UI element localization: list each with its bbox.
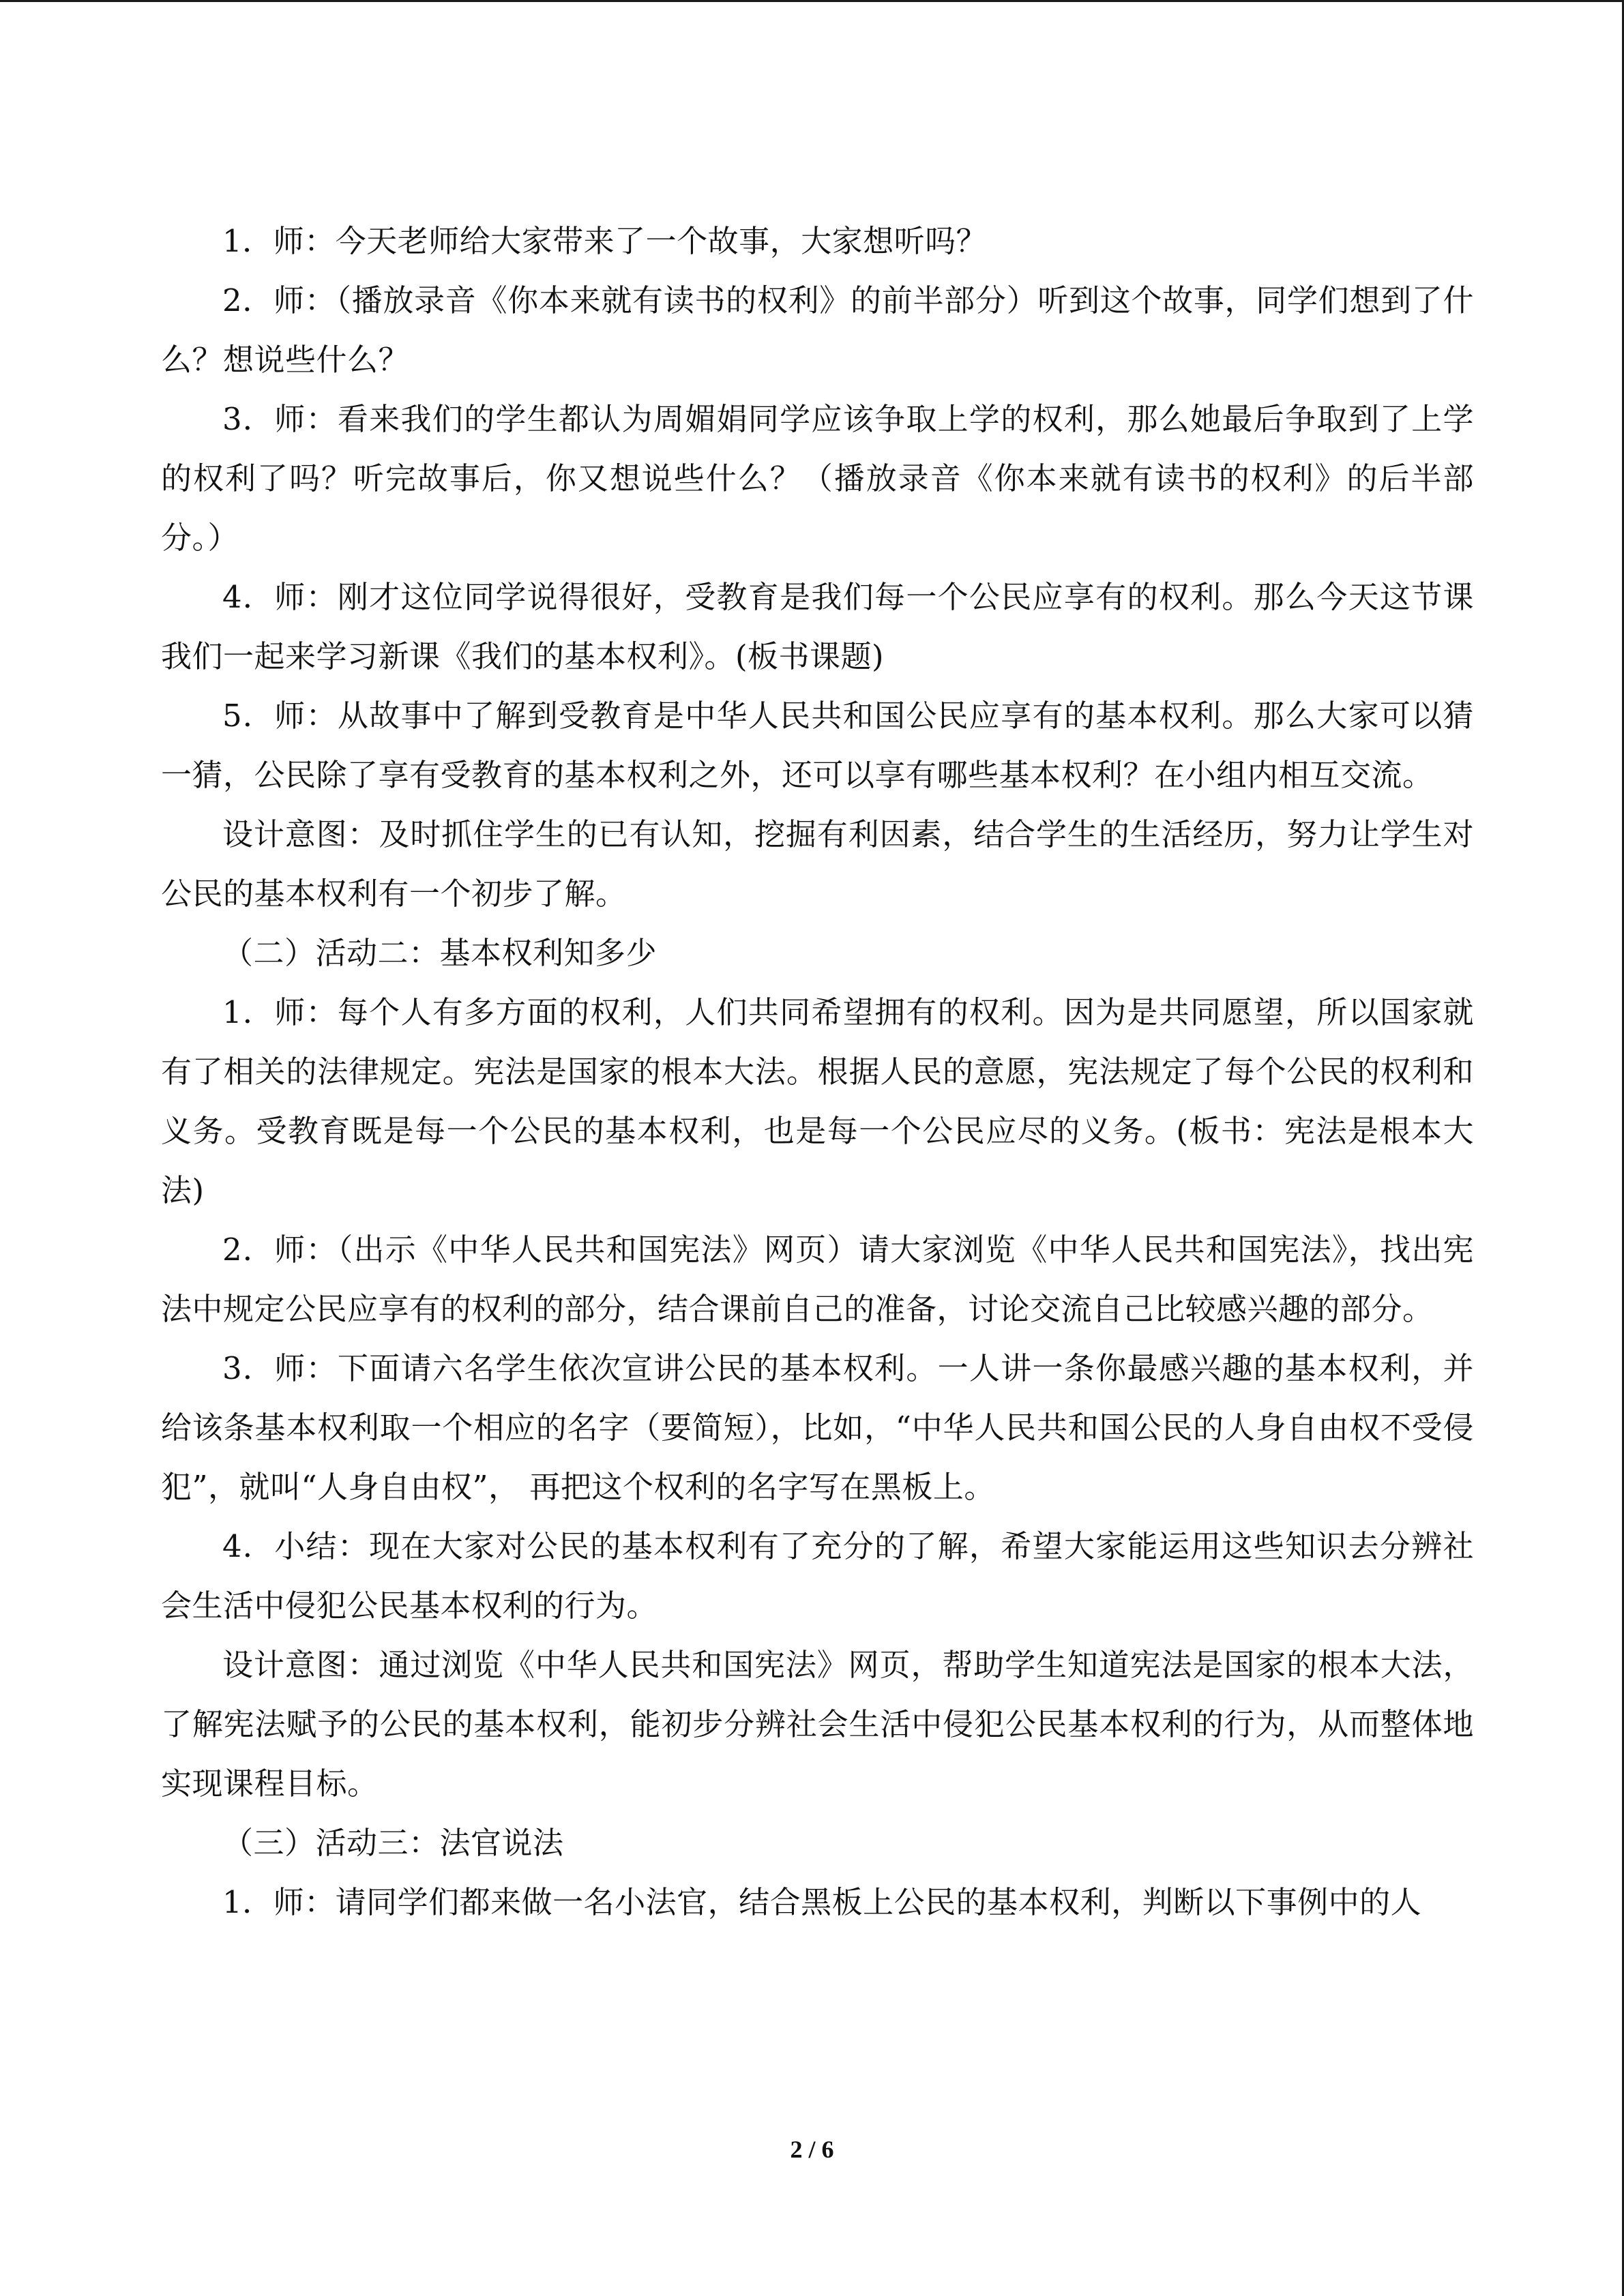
paragraph-activity2-summary: 4．小结：现在大家对公民的基本权利有了充分的了解，希望大家能运用这些知识去分辨社会生活中侵犯公民基本权利的行为。 xyxy=(161,1528,1474,1624)
paragraph-activity1-step4: 4．师：刚才这位同学说得很好，受教育是我们每一个公民应享有的权利。那么今天这节课我们一起来学习新课《我们的基本权利》。(板书课题) xyxy=(161,579,1474,674)
paragraph-design-intent-2: 设计意图：通过浏览《中华人民共和国宪法》网页，帮助学生知道宪法是国家的根本大法，了解宪法赋予的公民的基本权利，能初步分辨社会生活中侵犯公民基本权利的行为，从而整体地实现课程目标。 xyxy=(161,1647,1474,1802)
heading-activity-2: （二）活动二：基本权利知多少 xyxy=(222,935,658,971)
paragraph-activity2-step2: 2．师：（出示《中华人民共和国宪法》网页）请大家浏览《中华人民共和国宪法》，找出宪法中规定公民应享有的权利的部分，结合课前自己的准备，讨论交流自己比较感兴趣的部分。 xyxy=(161,1232,1474,1327)
paragraph-design-intent-1: 设计意图：及时抓住学生的已有认知，挖掘有利因素，结合学生的生活经历，努力让学生对公民的基本权利有一个初步了解。 xyxy=(161,816,1474,912)
page-number: 2 / 6 xyxy=(790,2136,834,2163)
paragraph-activity1-step3: 3．师：看来我们的学生都认为周媚娟同学应该争取上学的权利，那么她最后争取到了上学的权利了吗？听完故事后，你又想说些什么？（播放录音《你本来就有读书的权利》的后半部分。） xyxy=(161,401,1474,556)
paragraph-activity2-step3: 3．师：下面请六名学生依次宣讲公民的基本权利。一人讲一条你最感兴趣的基本权利，并给该条基本权利取一个相应的名字（要简短），比如，“中华人民共和国公民的人身自由权不受侵犯”，就叫“人身自由权”， 再把这个权利的名字写在黑板上。 xyxy=(161,1350,1474,1505)
paragraph-activity2-step1: 1．师：每个人有多方面的权利，人们共同希望拥有的权利。因为是共同愿望，所以国家就有了相关的法律规定。宪法是国家的根本大法。根据人民的意愿，宪法规定了每个公民的权利和义务。受教育既是每一个公民的基本权利，也是每一个公民应尽的义务。(板书：宪法是根本大法) xyxy=(161,994,1474,1208)
document-body xyxy=(161,211,1474,1932)
paragraph-activity1-step2: 2．师：（播放录音《你本来就有读书的权利》的前半部分）听到这个故事，同学们想到了什么？想说些什么？ xyxy=(161,282,1474,378)
paragraph-activity3-step1: 1．师：请同学们都来做一名小法官，结合黑板上公民的基本权利，判断以下事例中的人 xyxy=(222,1884,1422,1920)
paragraph-activity1-step1: 1．师：今天老师给大家带来了一个故事，大家想听吗？ xyxy=(222,223,988,259)
paragraph-activity1-step5: 5．师：从故事中了解到受教育是中华人民共和国公民应享有的基本权利。那么大家可以猜一猜，公民除了享有受教育的基本权利之外，还可以享有哪些基本权利？在小组内相互交流。 xyxy=(161,698,1474,793)
heading-activity-3: （三）活动三：法官说法 xyxy=(222,1825,564,1861)
